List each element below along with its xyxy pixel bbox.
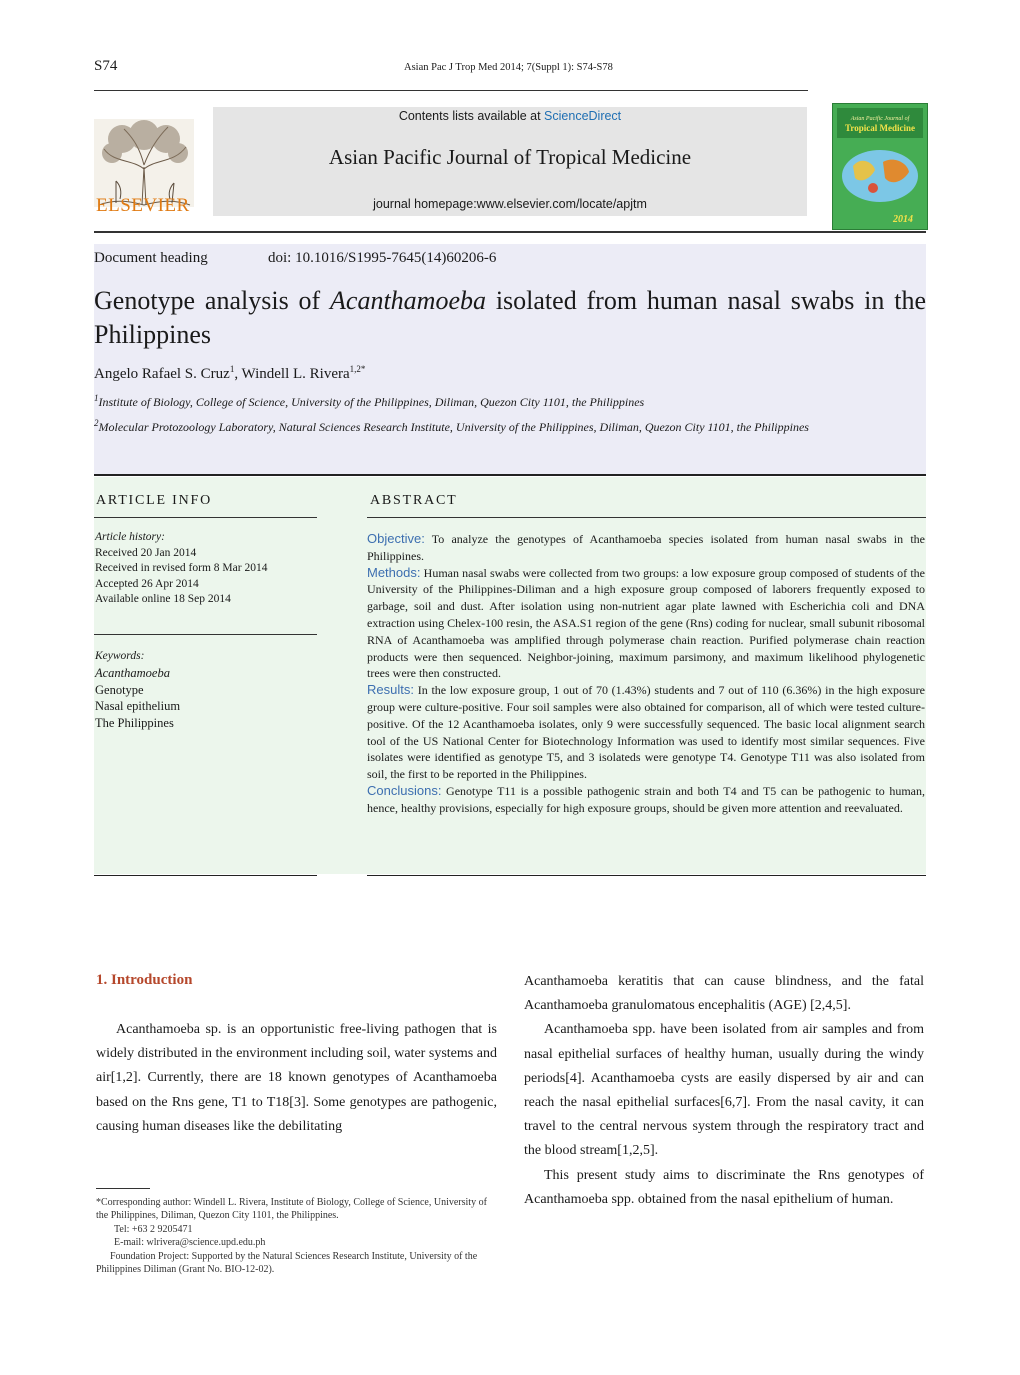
intro-paragraph-1: Acanthamoeba sp. is an opportunistic free-living pathogen that is widely distributed in the environment including soil, water systems and air[1,2]. Currently, there are 18 known genotypes of Acanthamoeba based on the Rns gene, T1 to T18[3]. Some genotypes are pathogenic, causing human diseases like the debilitating [96,1022,497,1134]
author-rivera-affiliation: 1,2* [349,364,366,374]
objective-label: Objective: [367,531,425,546]
author-rivera: , Windell L. Rivera [234,366,350,382]
doi[interactable]: doi: 10.1016/S1995-7645(14)60206-6 [268,250,497,266]
body-column-right [524,970,924,1212]
author-list [94,364,365,383]
journal-homepage[interactable]: journal homepage:www.elsevier.com/locate/apjtm [373,197,647,211]
conclusions-text: Genotype T11 is a possible pathogenic strain and both T4 and T5 can be pathogenic to human, hence, healthy provisions, especially for high exposure groups, should be given more attention and reevaluated. [367,783,925,815]
footnote-foundation: Foundation Project: Supported by the Natural Sciences Research Institute, University of the Philippines Diliman (Grant No. BIO-12-02). [96,1250,478,1276]
affiliation-2-text: Molecular Protozoology Laboratory, Natural Sciences Research Institute, University of the Philippines, Diliman, Quezon City 1101, the Philippines [98,420,809,434]
revised-date: Received in revised form 8 Mar 2014 [95,562,268,574]
history-label: Article history: [95,531,165,543]
section-heading-introduction: 1. Introduction [96,972,193,988]
page-number: S74 [94,58,118,74]
keywords-label: Keywords: [95,650,145,662]
article-history [95,530,267,608]
affiliation-1-marker: 1 [94,393,99,403]
footnote-email[interactable]: E-mail: wlrivera@science.upd.edu.ph [114,1237,266,1249]
footnote-rule [96,1188,150,1189]
author-cruz: Angelo Rafael S. Cruz [94,366,230,382]
keyword-item: The Philippines [95,716,174,731]
cover-title-line1: Asian Pacific Journal of [850,116,910,122]
article-title [94,284,926,352]
title-block-background [94,244,926,476]
affiliation-2 [94,418,809,435]
abstract-bottom-rule [367,875,926,876]
sciencedirect-link[interactable]: ScienceDirect [544,109,622,123]
header-rule [94,90,808,91]
accepted-date: Accepted 26 Apr 2014 [95,577,199,590]
intro-paragraph-3: This present study aims to discriminate the Rns genotypes of Acanthamoeba spp. obtained from the nasal epithelium of human. [524,1167,924,1207]
contents-prefix: Contents lists available at [398,109,545,123]
abstract-rule [367,517,926,518]
methods-text: Human nasal swabs were collected from two groups: a low exposure group composed of students of the University of the Philippines-Diliman and a high exposure group composed of laborers frequently exposed to garbage, soil and dust. After isolation using non-nutrient agar plate lawned with Escherichia coli and DNA extraction using Chelex-100 resin, the ASA.S1 region of the gene (Rns) coding for nuclear, small subunit ribosomal RNA of Acanthamoeba was amplified through polymerase chain reaction. Purified polymerase chain reaction products were then sequenced. Neighbor-joining, maximum parsimony, and maximum likelihood phylogenetic trees were then constructed. [367,565,925,681]
abstract-body [367,531,925,817]
objective-text: To analyze the genotypes of Acanthamoeba species isolated from human nasal swabs in the Philippines. [367,532,925,563]
conclusions-label: Conclusions: [367,782,442,798]
title-rule [94,474,926,476]
affiliation-1-text: Institute of Biology, College of Science, University of the Philippines, Diliman, Quezon City 1101, the Philippines [98,395,645,409]
running-head: Asian Pac J Trop Med 2014; 7(Suppl 1): S74-S78 [404,62,613,73]
article-info-rule [94,517,317,518]
article-info-heading: ARTICLE INFO [96,493,213,508]
author-cruz-affiliation: 1 [229,364,235,374]
methods-label: Methods: [367,564,421,580]
affiliation-2-marker: 2 [94,418,99,428]
keywords-rule [94,634,317,635]
keyword-item: Nasal epithelium [95,699,181,714]
contents-line [213,109,807,123]
keywords [95,648,180,732]
results-label: Results: [367,682,414,698]
keyword-item: Acanthamoeba [95,665,170,680]
online-date: Available online 18 Sep 2014 [95,593,231,605]
document-heading: Document heading [94,250,208,266]
keyword-item: Genotype [95,682,144,697]
intro-paragraph-2: Acanthamoeba spp. have been isolated from air samples and from nasal epithelial surfaces of healthy human, usually during the windy periods[4]. Acanthamoeba cysts are easily dispersed by air and can reach the nasal epithelial surfaces[6,7]. From the nasal cavity, it can travel to the central nervous system through the respiratory tract and the blood stream[1,2,5]. [524,1022,924,1159]
body-column-left [96,1018,497,1139]
title-part-1: Genotype analysis of [94,286,331,315]
masthead-rule [94,231,926,233]
affiliation-1 [94,393,644,410]
footnote-corresponding-author: *Corresponding author: Windell L. Rivera, Institute of Biology, College of Science, University of the Philippines, Diliman, Quezon City 1101, the Philippines. [96,1197,487,1222]
cover-title-line2: Tropical Medicine [845,123,915,133]
received-date: Received 20 Jan 2014 [95,546,197,559]
intro-paragraph-1-cont: Acanthamoeba keratitis that can cause blindness, and the fatal Acanthamoeba granulomatous encephalitis (AGE) [2,4,5]. [524,974,924,1014]
title-part-2: isolated from human nasal swabs in the Philippines [94,286,926,349]
journal-cover-image [832,103,928,230]
cover-year: 2014 [893,214,913,225]
footnote-tel: Tel: +63 2 9205471 [114,1223,193,1235]
article-info-bottom-rule [94,875,317,876]
elsevier-wordmark: ELSEVIER [96,195,190,216]
footnotes [96,1196,496,1276]
title-genus: Acanthamoeba [330,286,486,315]
results-text: In the low exposure group, 1 out of 70 (1.43%) students and 7 out of 110 (6.36%) in the high exposure group were culture-positive. Four soil samples were also obtained for comparison, all of which were tested culture-positive. Of the 12 Acanthamoeba isolates, only 9 were successfully sequenced. The basic local alignment search tool of the US National Center for Biotechnology Information was used to identify most similar sequences. Five isolates were identified as genotype T5, and 3 isolateds were genotype T4. Genotype T11 was also isolated from soil, the first to be reported in the Philippines. [367,683,925,782]
journal-title: Asian Pacific Journal of Tropical Medicine [328,145,692,169]
abstract-heading: ABSTRACT [370,493,458,508]
